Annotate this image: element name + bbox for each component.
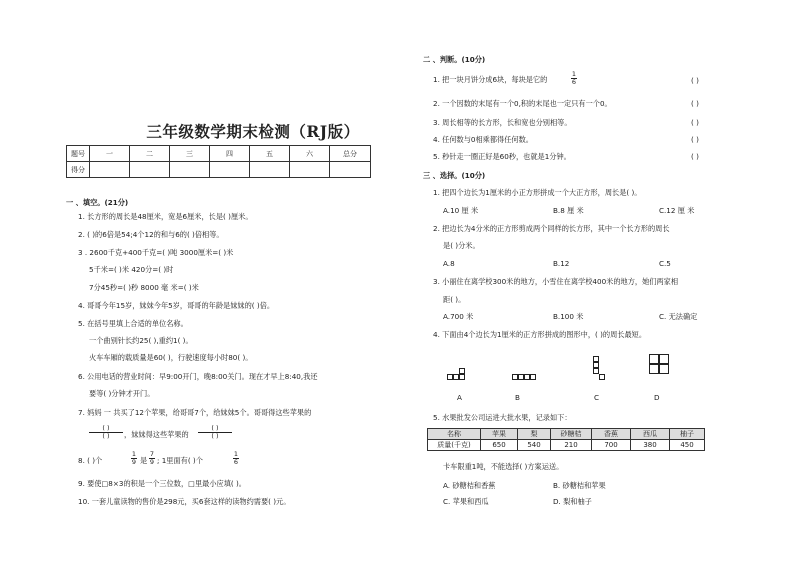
part3-question: 5. 水果批发公司运进大批水果，记录如下： — [433, 413, 572, 422]
score-input-cell[interactable] — [170, 162, 210, 178]
score-header-cell: 一 — [90, 146, 130, 162]
option-c[interactable]: C.5 — [659, 259, 671, 268]
answer-box[interactable]: ( ) — [691, 135, 699, 144]
part2-item: 2. 一个因数的末尾有一个0,积的末尾也一定只有一个0。 — [433, 99, 612, 108]
part1-line: 6. 公用电话的营业时间：早9:00开门，晚8:00关门。现在才早上8:40,我还 — [78, 372, 318, 381]
score-header-cell: 四 — [210, 146, 250, 162]
fruit-value-cell: 450 — [670, 440, 705, 451]
fruit-value-cell: 380 — [631, 440, 670, 451]
score-input-cell[interactable] — [330, 162, 371, 178]
part3-question: 是( )分米。 — [443, 241, 480, 250]
part1-line: 1. 长方形的周长是48厘米，宽是6厘米，长是( )厘米。 — [78, 212, 253, 221]
part1-line: 2. ( )的6倍是54;4个12的和与6的( )倍相等。 — [78, 230, 224, 239]
fruit-value-cell: 650 — [481, 440, 518, 451]
blank-fraction[interactable]: ( ) ( ) — [89, 425, 123, 440]
part1-line: 是 — [140, 456, 148, 465]
part1-line: 9. 要使□8×3的积是一个三位数，□里最小应填( )。 — [78, 479, 246, 488]
option-b[interactable]: B.12 — [553, 259, 570, 268]
answer-box[interactable]: ( ) — [691, 99, 699, 108]
answer-box[interactable]: ( ) — [691, 76, 699, 85]
part1-heading: 一 、填空。(21分) — [66, 198, 129, 207]
part1-line: 要等( )分钟才开门。 — [89, 389, 155, 398]
fruit-header-cell: 梨 — [518, 429, 551, 440]
fraction: 1 6 — [571, 70, 577, 86]
fruit-value-cell: 700 — [592, 440, 631, 451]
score-table-header-row — [67, 146, 371, 162]
part1-line: 8. ( )个 — [78, 456, 103, 465]
fruit-row-label: 质量(千克) — [428, 440, 481, 451]
fruit-header-cell: 名称 — [428, 429, 481, 440]
part3-question: 4. 下面由4个边长为1厘米的正方形拼成的图形中，( )的周长最短。 — [433, 330, 647, 339]
score-header-cell: 二 — [130, 146, 170, 162]
score-table-score-row — [67, 162, 371, 178]
shape-label: D — [654, 393, 660, 402]
part2-item: 3. 周长相等的长方形，长和宽也分别相等。 — [433, 118, 572, 127]
option-a[interactable]: A.10 厘 米 — [443, 206, 479, 215]
part1-line: 一个曲别针长约25( ),重约1( )。 — [89, 336, 193, 345]
part3-heading: 三 、选择。(10分) — [423, 171, 486, 180]
part3-question: 2. 把边长为4分米的正方形剪成两个同样的长方形，其中一个长方形的周长 — [433, 224, 670, 233]
score-header-cell: 总分 — [330, 146, 371, 162]
option-b[interactable]: B.8 厘 米 — [553, 206, 584, 215]
part1-line: 火车车厢的载质量是60( )，行驶速度每小时80( )。 — [89, 353, 253, 362]
fruit-header-cell: 香蕉 — [592, 429, 631, 440]
answer-box[interactable]: ( ) — [691, 152, 699, 161]
option-d[interactable]: D. 梨和柚子 — [553, 497, 592, 506]
part3-question: 距( )。 — [443, 295, 466, 304]
part1-line: 10. 一套儿童读物的售价是298元，买6套这样的读物约需要( )元。 — [78, 497, 291, 506]
part3-question: 卡车限重1吨，不能选择( )方案运送。 — [443, 462, 564, 471]
part2-heading: 二 、判断。(10分) — [423, 55, 486, 64]
fruit-header-cell: 西瓜 — [631, 429, 670, 440]
score-header-cell: 题号 — [67, 146, 90, 162]
answer-box[interactable]: ( ) — [691, 118, 699, 127]
score-input-cell[interactable] — [90, 162, 130, 178]
fraction: 1 9 — [131, 450, 137, 466]
option-a[interactable]: A. 砂糖桔和香蕉 — [443, 481, 496, 490]
part3-question: 1. 把四个边长为1厘米的小正方形拼成一个大正方形，周长是( )。 — [433, 188, 642, 197]
score-input-cell[interactable] — [290, 162, 330, 178]
shape-label: A — [457, 393, 462, 402]
part1-line: 5. 在括号里填上合适的单位名称。 — [78, 319, 188, 328]
part1-line: ，妹妹得这些苹果的 — [124, 430, 189, 439]
fruit-header-cell: 苹果 — [481, 429, 518, 440]
score-input-cell[interactable] — [210, 162, 250, 178]
part1-line: 7. 妈妈 一 共买了12个苹果，给哥哥7个，给妹妹5个。哥哥得这些苹果的 — [78, 408, 312, 417]
score-header-cell: 六 — [290, 146, 330, 162]
option-c[interactable]: C.12 厘 米 — [659, 206, 695, 215]
score-input-cell[interactable] — [250, 162, 290, 178]
option-c[interactable]: C. 苹果和西瓜 — [443, 497, 489, 506]
fruit-value-cell: 540 — [518, 440, 551, 451]
part3-question: 3. 小丽住在离学校300米的地方，小雪住在离学校400米的地方，她们两家相 — [433, 277, 679, 286]
option-c[interactable]: C. 无法确定 — [659, 312, 698, 321]
fruit-header-cell: 砂糖桔 — [551, 429, 592, 440]
option-b[interactable]: B.100 米 — [553, 312, 584, 321]
fruit-table — [427, 428, 705, 451]
score-table — [66, 145, 371, 178]
fruit-table-row — [428, 440, 705, 451]
option-a[interactable]: A.700 米 — [443, 312, 474, 321]
part1-line: ; 1里面有( )个 — [157, 456, 203, 465]
shape-label: B — [515, 393, 520, 402]
part1-line: 5千米=( )米 420分=( )时 — [89, 265, 174, 274]
blank-fraction[interactable]: ( ) ( ) — [198, 425, 232, 440]
option-a[interactable]: A.8 — [443, 259, 455, 268]
fraction: 1 6 — [233, 450, 239, 466]
score-header-cell: 五 — [250, 146, 290, 162]
option-b[interactable]: B. 砂糖桔和苹果 — [553, 481, 606, 490]
fruit-value-cell: 210 — [551, 440, 592, 451]
part1-line: 3 . 2600千克+400千克=( )吨 3000厘米=( )米 — [78, 248, 234, 257]
part2-item: 4. 任何数与0相乘都得任何数。 — [433, 135, 533, 144]
part1-line: 4. 哥哥今年15岁，妹妹今年5岁，哥哥的年龄是妹妹的( )倍。 — [78, 301, 275, 310]
part1-line: 7分45秒=( )秒 8000 毫 米=( )米 — [89, 283, 199, 292]
shape-label: C — [594, 393, 600, 402]
part2-item: 1. 把一块月饼分成6块，每块是它的 — [433, 75, 548, 84]
score-header-cell: 三 — [170, 146, 210, 162]
score-input-cell[interactable] — [130, 162, 170, 178]
page-title: 三年级数学期末检测（RJ版） — [146, 122, 360, 141]
fraction: 7 9 — [149, 450, 155, 466]
fruit-header-cell: 柚子 — [670, 429, 705, 440]
score-row-label: 得分 — [67, 162, 90, 178]
part2-item: 5. 秒针走一圈正好是60秒，也就是1分钟。 — [433, 152, 571, 161]
fruit-table-header — [428, 429, 705, 440]
